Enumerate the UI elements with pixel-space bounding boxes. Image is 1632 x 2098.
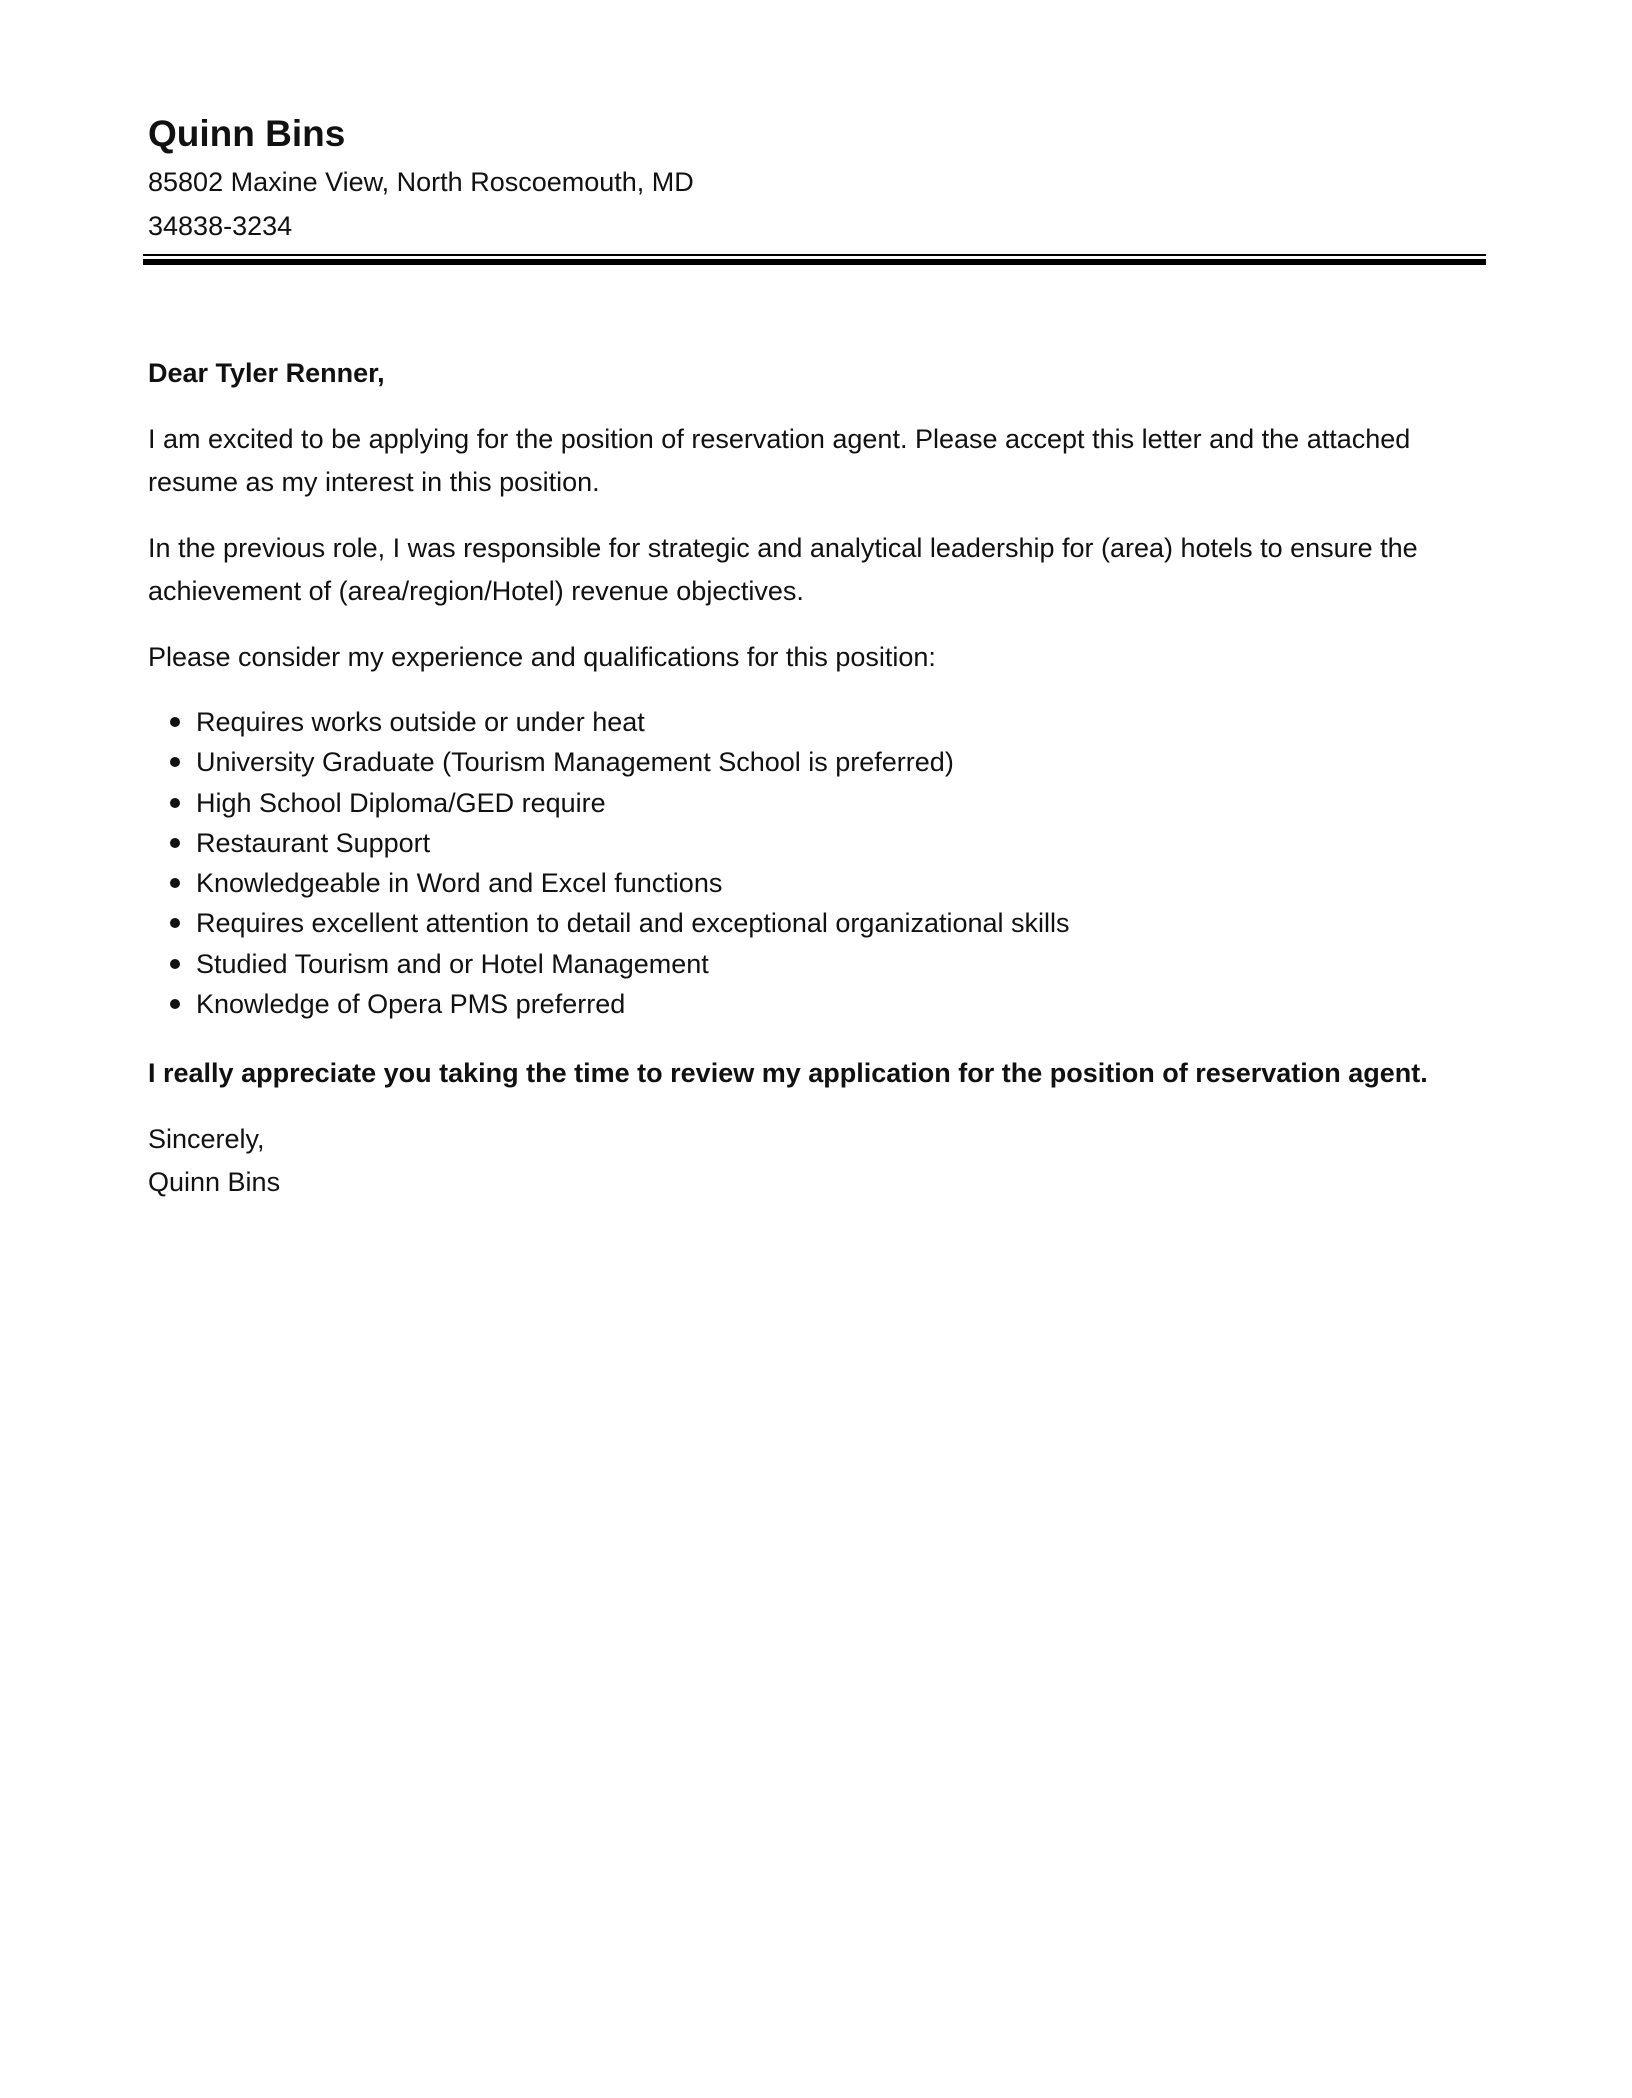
list-item-text: Knowledgeable in Word and Excel functions <box>196 868 723 899</box>
letter-body <box>148 352 1488 1204</box>
signature-name: Quinn Bins <box>148 1167 281 1198</box>
closing-statement: I really appreciate you taking the time to review my application for the position of reservation agent. <box>148 1058 1428 1089</box>
bullet-icon <box>170 757 180 767</box>
signoff: Sincerely, <box>148 1124 265 1155</box>
bullet-icon <box>170 918 180 928</box>
list-item <box>148 702 1488 742</box>
header-divider-thick-line <box>143 259 1486 265</box>
bullet-icon <box>170 878 180 888</box>
sender-address-line-1: 85802 Maxine View, North Roscoemouth, MD <box>148 167 694 197</box>
list-item-text: University Graduate (Tourism Management School is preferred) <box>196 747 954 778</box>
experience-paragraph: In the previous role, I was responsible for strategic and analytical leadership for (area) hotels to ensure the achievement of (area/region/Hotel) revenue objectives. <box>148 533 1418 606</box>
list-item <box>148 903 1488 943</box>
list-item-text: High School Diploma/GED require <box>196 787 606 818</box>
list-item-text: Requires works outside or under heat <box>196 707 645 737</box>
qualifications-list <box>148 702 1488 1024</box>
greeting: Dear Tyler Renner, <box>148 358 385 388</box>
bullet-icon <box>170 959 180 969</box>
header-divider-thin-line <box>143 254 1486 256</box>
sender-name: Quinn Bins <box>148 113 346 154</box>
list-item <box>148 742 1488 782</box>
list-item-text: Restaurant Support <box>196 827 431 858</box>
list-item-text: Studied Tourism and or Hotel Management <box>196 948 709 979</box>
sender-address-line-2: 34838-3234 <box>148 211 293 241</box>
list-item <box>148 783 1488 823</box>
bullet-icon <box>170 717 180 727</box>
list-item <box>148 823 1488 863</box>
list-item-text: Requires excellent attention to detail and exceptional organizational skills <box>196 908 1070 939</box>
bullet-icon <box>170 999 180 1009</box>
bullet-icon <box>170 838 180 848</box>
list-item <box>148 944 1488 984</box>
header-divider <box>143 254 1486 266</box>
list-item <box>148 984 1488 1024</box>
qualifications-intro: Please consider my experience and qualifications for this position: <box>148 642 936 672</box>
list-item <box>148 863 1488 903</box>
intro-paragraph: I am excited to be applying for the position of reservation agent. Please accept this letter and the attached resume as my interest in this position. <box>148 424 1411 497</box>
list-item-text: Knowledge of Opera PMS preferred <box>196 989 626 1020</box>
letter-header <box>148 108 1488 248</box>
bullet-icon <box>170 798 180 808</box>
